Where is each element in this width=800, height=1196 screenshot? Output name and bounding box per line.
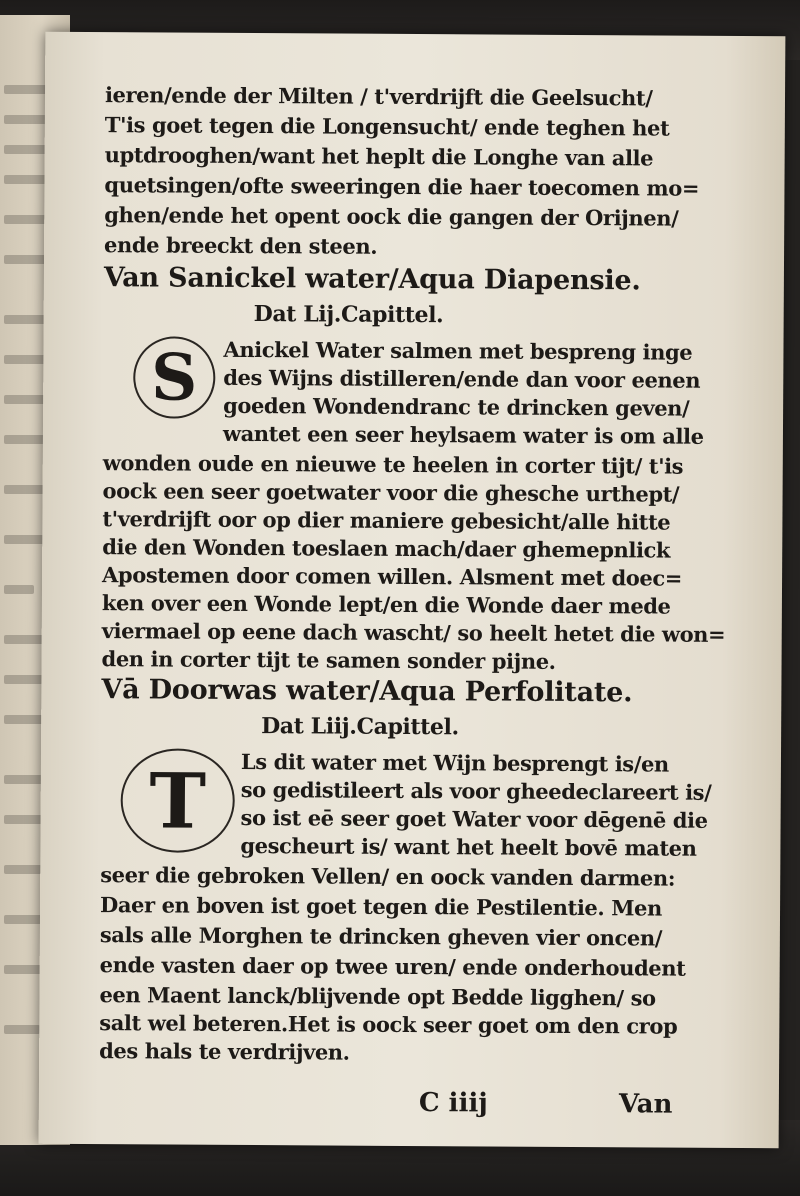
text-line: seer die gebroken Vellen/ en oock vanden darmen: [100,862,676,891]
text-line: so ist eē seer goet Water voor dēgenē die [240,804,708,833]
text-line: Apostemen door comen willen. Alsment met doec= [102,562,683,591]
text-line: t'verdrijft oor op dier maniere gebesicht/alle hitte [102,506,671,535]
text-line: die den Wonden toeslaen mach/daer ghemepnlick [102,534,671,563]
catchword: Van [618,1089,673,1120]
section-heading: Vā Doorwas water/Aqua Perfolitate. [101,674,633,709]
text-line: oock een seer goetwater voor die ghesche urthept/ [102,478,680,507]
text-line: ieren/ende der Milten / t'verdrijft die Geelsucht/ [104,82,653,111]
text-line: so gedistileert als voor gheedeclareert is/ [240,776,712,805]
text-line: des Wijns distilleren/ende dan voor eenen [223,364,701,393]
text-line: ken over een Wonde lept/en die Wonde daer mede [101,590,671,619]
text-line: ende breeckt den steen. [104,232,378,259]
text-line: ende vasten daer op twee uren/ ende onderhoudent [99,952,686,981]
text-block [99,82,726,1120]
text-line: des hals te verdrijven. [99,1038,350,1065]
text-line: viermael op eene dach wascht/ so heelt hetet die won= [101,618,726,647]
book-page [39,32,786,1148]
section-heading: Van Sanickel water/Aqua Diapensie. [103,262,641,297]
text-line: Anickel Water salmen met bespreng inge [223,336,693,365]
text-line: Daer en boven ist goet tegen die Pestilentie. Men [99,892,662,921]
chapter-subheading: Dat Liij.Capittel. [261,713,459,741]
text-line: T'is goet tegen die Longensucht/ ende teghen het [104,112,670,141]
text-line: gescheurt is/ want het heelt bovē maten [240,832,697,861]
text-line: salt wel beteren.Het is oock seer goet om den crop [99,1010,678,1039]
chapter-subheading: Dat Lij.Capittel. [253,301,444,329]
text-line: wantet een seer heylsaem water is om alle [222,420,704,449]
text-line: Ls dit water met Wijn besprengt is/en [240,748,669,777]
text-line: ghen/ende het opent oock die gangen der Orijnen/ [104,202,679,231]
signature-mark: C iiij [418,1088,488,1119]
text-line: wonden oude en nieuwe te heelen in corter tijt/ t'is [102,450,684,479]
text-line: goeden Wondendranc te drincken geven/ [223,392,690,421]
text-line: een Maent lanck/blijvende opt Bedde ligghen/ so [99,982,656,1011]
text-line: sals alle Morghen te drincken gheven vier oncen/ [99,922,663,951]
decorated-initial: S [133,336,215,418]
text-line: uptdrooghen/want het heplt die Longhe van alle [104,142,654,171]
text-line: den in corter tijt te samen sonder pijne. [101,646,556,674]
decorated-initial: T [120,748,235,853]
text-line: quetsingen/ofte sweeringen die haer toecomen mo= [104,172,700,201]
